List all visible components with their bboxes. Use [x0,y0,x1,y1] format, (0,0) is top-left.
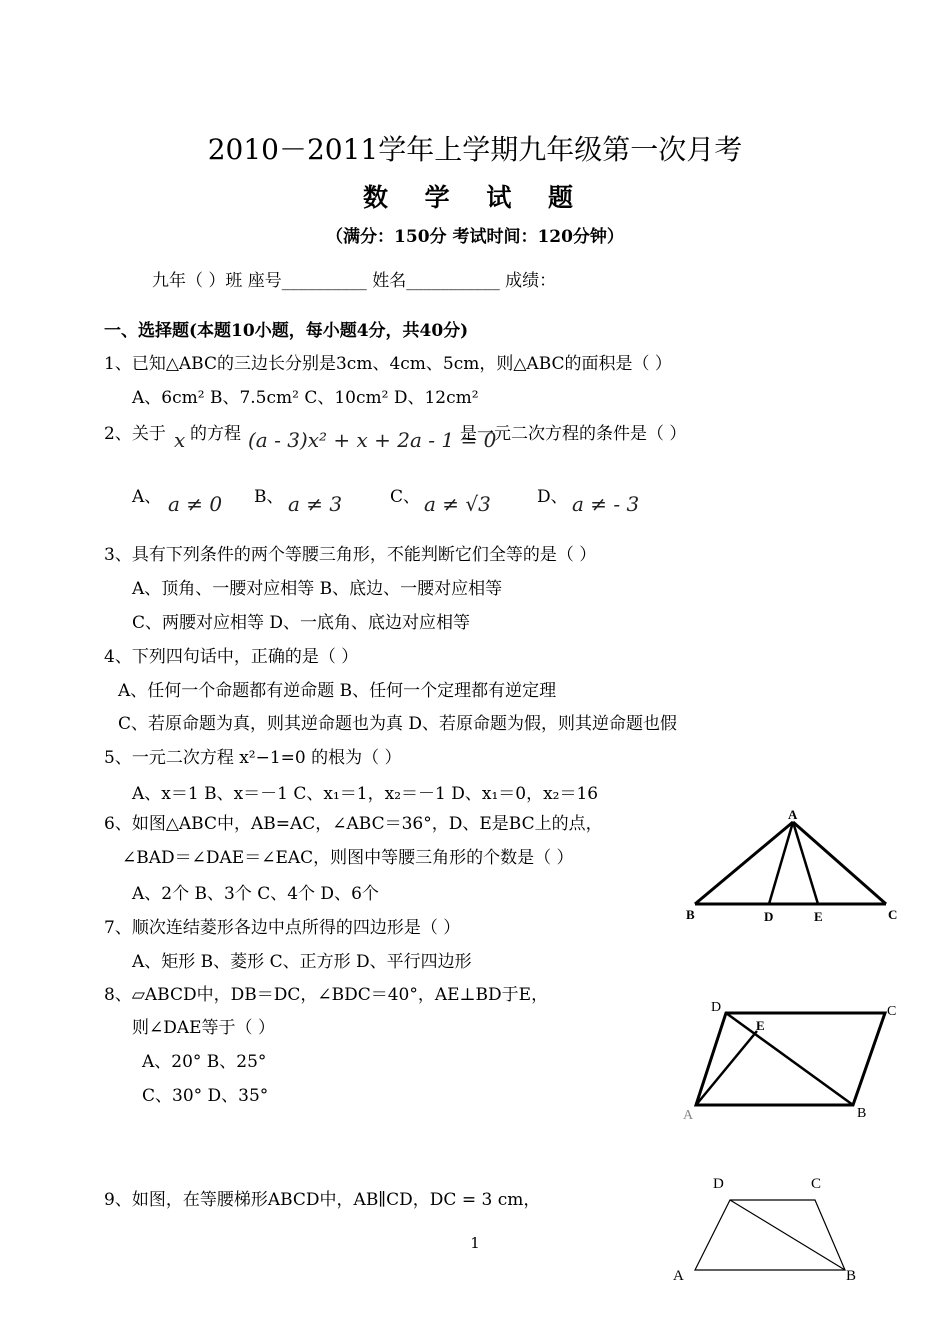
label-b: B [846,1268,857,1284]
label-a: A [673,1268,684,1284]
label-c: C [811,1176,822,1192]
q2-equation: (a - 3)x² + x + 2a - 1 = 0 [248,428,497,452]
q6-options: A、2个 B、3个 C、4个 D、6个 [132,884,379,904]
q6-triangle-figure [680,800,910,930]
exam-title: 2010－2011学年上学期九年级第一次月考 [207,133,743,166]
q2-opt-c: a ≠ √3 [424,492,491,516]
q2-stem-c: 是一元二次方程的条件是（ ） [460,424,687,444]
q6-stem-line2: ∠BAD＝∠DAE＝∠EAC，则图中等腰三角形的个数是（ ） [122,848,574,868]
exam-meta: （满分：150分 考试时间：120分钟） [326,227,624,247]
page-number: 1 [470,1234,480,1252]
q7-stem: 7、顺次连结菱形各边中点所得的四边形是（ ） [104,918,461,938]
q5-stem: 5、一元二次方程 x²−1=0 的根为（ ） [104,748,402,768]
label-a: A [788,807,798,822]
q2-opt-b-label: B、 [254,487,284,507]
label-e: E [756,1018,765,1033]
label-a: A [683,1108,694,1123]
q4-options-row2: C、若原命题为真，则其逆命题也为真 D、若原命题为假，则其逆命题也假 [118,714,678,734]
q2-opt-d: a ≠ - 3 [572,492,640,516]
q2-stem-b: 的方程 [190,424,241,444]
q2-var: x [174,428,186,452]
exam-subtitle: 数 学 试 题 [362,183,588,212]
label-d: D [764,909,774,924]
q2-stem-a: 2、关于 [104,424,166,444]
q4-options-row1: A、任何一个命题都有逆命题 B、任何一个定理都有逆定理 [118,681,557,701]
q6-stem-line1: 6、如图△ABC中，AB=AC，∠ABC＝36°，D、E是BC上的点， [104,814,603,834]
q2-opt-d-label: D、 [537,487,568,507]
q4-stem: 4、下列四句话中，正确的是（ ） [104,647,359,667]
q2-opt-a: a ≠ 0 [168,492,223,516]
q9-trapezoid-figure [665,1170,865,1290]
q8-stem-line1: 8、▱ABCD中，DB＝DC，∠BDC＝40°，AE⊥BD于E， [104,985,549,1005]
label-d: D [711,1000,722,1015]
q3-options-row1: A、顶角、一腰对应相等 B、底边、一腰对应相等 [132,579,503,599]
q2-opt-b: a ≠ 3 [288,492,343,516]
label-e: E [814,909,823,924]
student-info: 九年（ ）班 座号__________ 姓名___________ 成绩： [152,271,557,291]
label-b: B [686,907,695,922]
q8-options-row2: C、30° D、35° [142,1086,269,1106]
q8-stem-line2: 则∠DAE等于（ ） [132,1018,275,1038]
q8-parallelogram-figure [675,993,905,1123]
q3-stem: 3、具有下列条件的两个等腰三角形，不能判断它们全等的是（ ） [104,545,597,565]
q8-options-row1: A、20° B、25° [142,1052,267,1072]
label-b: B [857,1106,867,1121]
q7-options: A、矩形 B、菱形 C、正方形 D、平行四边形 [132,952,472,972]
q2-opt-a-label: A、 [132,487,162,507]
q1-options: A、6cm² B、7.5cm² C、10cm² D、12cm² [132,388,479,408]
q2-opt-c-label: C、 [390,487,421,507]
section-heading: 一、选择题(本题10小题，每小题4分，共40分) [104,321,469,341]
q3-options-row2: C、两腰对应相等 D、一底角、底边对应相等 [132,613,471,633]
q1-stem: 1、已知△ABC的三边长分别是3cm、4cm、5cm，则△ABC的面积是（ ） [104,354,672,374]
label-c: C [888,907,898,922]
label-d: D [713,1176,724,1192]
q5-options: A、x＝1 B、x＝－1 C、x₁＝1，x₂＝－1 D、x₁＝0，x₂＝16 [132,784,599,804]
label-c: C [887,1004,897,1019]
q9-stem: 9、如图，在等腰梯形ABCD中，AB∥CD，DC = 3 cm， [104,1190,541,1210]
